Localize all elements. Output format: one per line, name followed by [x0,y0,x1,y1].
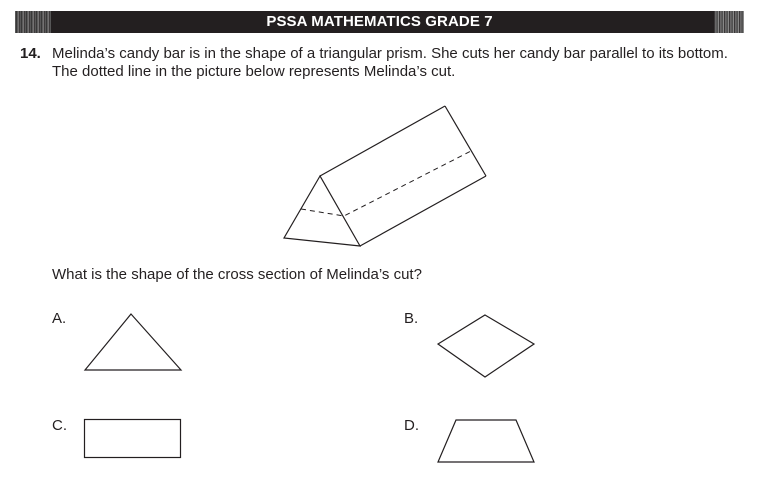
rhombus-icon[interactable] [436,313,538,381]
cut-line [301,151,471,216]
prism-top-edge [320,106,445,176]
rectangle-icon[interactable] [83,418,183,460]
trapezoid-icon[interactable] [436,418,538,466]
choice-a-label[interactable]: A. [52,310,67,327]
choice-b-label[interactable]: B. [404,310,419,327]
triangle-icon[interactable] [83,312,185,374]
page-title: PSSA MATHEMATICS GRADE 7 [266,13,493,30]
triangular-prism-figure [280,100,495,252]
choice-c-label[interactable]: C. [52,417,67,434]
question-text: Melinda’s candy bar is in the shape of a triangular prism. She cuts her candy bar parallel to its bottom. The dotted line in the picture below represents Melinda’s cut. [52,45,728,80]
question-prompt: What is the shape of the cross section of Melinda’s cut? [52,266,422,283]
choice-d-label[interactable]: D. [404,417,419,434]
prism-back-edge [445,106,486,176]
prism-bottom-edge [360,176,486,246]
header-bar [15,11,744,33]
prism-front-face [284,176,360,246]
question-number: 14. [20,45,41,62]
